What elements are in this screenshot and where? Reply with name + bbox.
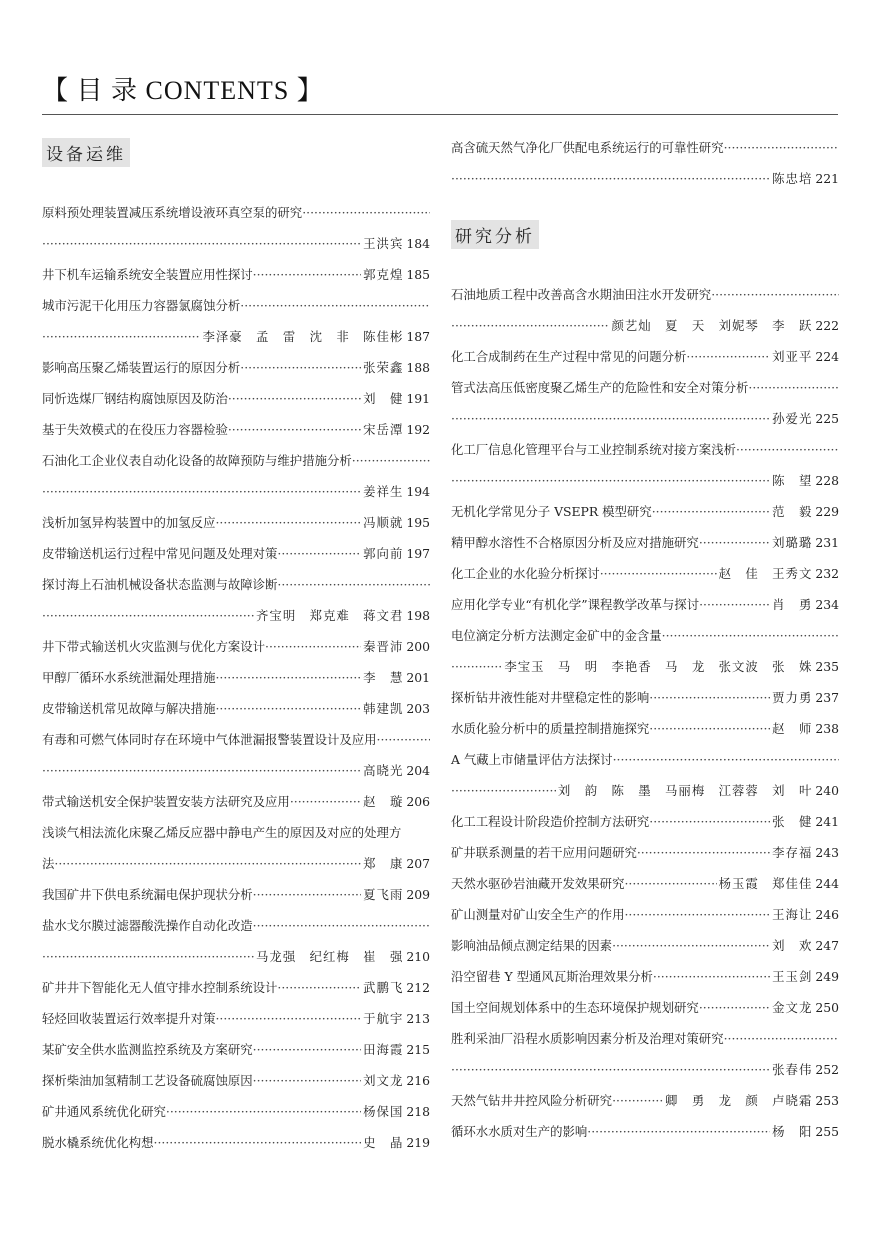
entry-title: 化工厂信息化管理平台与工业控制系统对接方案浅析 [451, 442, 736, 457]
entry-title: 矿井联系测量的若干应用问题研究 [451, 845, 637, 860]
entry-title: 化工合成制药在生产过程中常见的问题分析 [451, 349, 687, 364]
entry-title: 管式法高压低密度聚乙烯生产的危险性和安全对策分析 [451, 380, 749, 395]
entry-title: 矿井通风系统优化研究 [42, 1104, 166, 1119]
entry-author: 田海霞 [363, 1042, 404, 1057]
entry-page: 184 [406, 236, 430, 251]
leader-dots [42, 476, 361, 507]
toc-entry[interactable] [42, 383, 430, 414]
entry-title: 天然气钻井井控风险分析研究 [451, 1093, 613, 1108]
toc-entry-title-line[interactable] [451, 372, 839, 403]
toc-entry[interactable] [42, 414, 430, 445]
toc-entry-author-line [451, 310, 839, 341]
section-spacer [42, 171, 430, 197]
toc-entry-title-line[interactable] [42, 290, 430, 321]
toc-entry-author-line [42, 941, 430, 972]
leader-dots [290, 786, 361, 817]
entry-author: 张 健 [772, 814, 813, 829]
leader-dots [253, 910, 430, 941]
leader-dots [748, 372, 839, 403]
right-column [451, 132, 839, 1147]
leader-dots [612, 930, 770, 961]
toc-entry-author-line [451, 403, 839, 434]
entry-page: 185 [406, 267, 430, 282]
entry-title: 甲醇厂循环水系统泄漏处理措施 [42, 670, 216, 685]
entry-title: 井下带式输送机火灾监测与优化方案设计 [42, 639, 266, 654]
entry-author: 赵 璇 [363, 794, 404, 809]
toc-entry-author-line [451, 1054, 839, 1085]
leader-dots [240, 290, 430, 321]
toc-entry[interactable] [42, 1034, 430, 1065]
entry-title: 探析柴油加氢精制工艺设备硫腐蚀原因 [42, 1073, 253, 1088]
entry-title: 电位滴定分析方法测定金矿中的金含量 [451, 628, 662, 643]
entry-page: 249 [815, 969, 839, 984]
leader-dots [215, 1003, 361, 1034]
toc-entry[interactable] [42, 1127, 430, 1158]
entry-author: 范 毅 [772, 504, 813, 519]
entry-page: 244 [815, 876, 839, 891]
toc-entry-title-line[interactable] [451, 279, 839, 310]
leader-dots [215, 662, 361, 693]
leader-dots [587, 1116, 770, 1147]
leader-dots [624, 868, 716, 899]
leader-dots [711, 279, 839, 310]
toc-entry-author-line [42, 228, 430, 259]
leader-dots [253, 1065, 362, 1096]
leader-dots [649, 682, 770, 713]
entry-title-continued: 法 [42, 856, 55, 871]
entry-page: 237 [815, 690, 839, 705]
leader-dots [686, 341, 770, 372]
toc-entry[interactable] [451, 589, 839, 620]
entry-page: 222 [815, 318, 839, 333]
entry-title: 同忻选煤厂钢结构腐蚀原因及防治 [42, 391, 228, 406]
leader-dots [42, 941, 254, 972]
toc-entry[interactable] [42, 631, 430, 662]
contents-header: 【 目 录 CONTENTS 】 [42, 76, 324, 105]
toc-entry[interactable] [451, 992, 839, 1023]
entry-page: 207 [406, 856, 430, 871]
entry-title: 带式输送机安全保护装置安装方法研究及应用 [42, 794, 290, 809]
entry-author: 刘亚平 [772, 349, 813, 364]
entry-title: 浅谈气相法流化床聚乙烯反应器中静电产生的原因及对应的处理方 [42, 825, 402, 840]
toc-entry[interactable] [42, 538, 430, 569]
toc-entry[interactable] [42, 507, 430, 538]
entry-author: 李泽豪 孟 雷 沈 非 陈佳彬 [202, 329, 404, 344]
entry-author: 姜祥生 [363, 484, 404, 499]
toc-entry-author-line [42, 848, 430, 879]
leader-dots [653, 961, 770, 992]
entry-title: 有毒和可燃气体同时存在环境中气体泄漏报警装置设计及应用 [42, 732, 377, 747]
entry-page: 206 [406, 794, 430, 809]
entry-author: 杨 阳 [772, 1124, 813, 1139]
toc-entry[interactable] [451, 868, 839, 899]
leader-dots [42, 228, 361, 259]
entry-title: 浅析加氢异构装置中的加氢反应 [42, 515, 216, 530]
leader-dots [613, 744, 839, 775]
entry-title: 无机化学常见分子 VSEPR 模型研究 [451, 504, 652, 519]
entry-page: 241 [815, 814, 839, 829]
entry-page: 252 [815, 1062, 839, 1077]
toc-entry[interactable] [42, 1096, 430, 1127]
leader-dots [215, 693, 361, 724]
leader-dots [240, 352, 361, 383]
entry-author: 刘 欢 [772, 938, 813, 953]
entry-title: 精甲醇水溶性不合格原因分析及应对措施研究 [451, 535, 699, 550]
entry-author: 夏飞雨 [363, 887, 404, 902]
toc-entry[interactable] [451, 961, 839, 992]
entry-page: 216 [406, 1073, 430, 1088]
leader-dots [649, 806, 770, 837]
entry-author: 卿 勇 龙 颜 卢晓霜 [665, 1093, 813, 1108]
entry-title: 天然水驱砂岩油藏开发效果研究 [451, 876, 625, 891]
entry-author: 张春伟 [772, 1062, 813, 1077]
entry-page: 235 [815, 659, 839, 674]
leader-dots [736, 434, 839, 465]
entry-title: 影响高压聚乙烯装置运行的原因分析 [42, 360, 241, 375]
leader-dots [42, 755, 361, 786]
entry-author: 冯顺就 [363, 515, 404, 530]
entry-page: 231 [815, 535, 839, 550]
entry-title: 循环水水质对生产的影响 [451, 1124, 588, 1139]
leader-dots [277, 538, 361, 569]
leader-dots [253, 879, 362, 910]
toc-entry[interactable] [42, 1065, 430, 1096]
toc-entry[interactable] [42, 352, 430, 383]
leader-dots [228, 383, 361, 414]
toc-entry-author-line [451, 163, 839, 194]
leader-dots [451, 163, 770, 194]
leader-dots [54, 848, 361, 879]
entry-title: 轻烃回收装置运行效率提升对策 [42, 1011, 216, 1026]
entry-title: 城市污泥干化用压力容器氯腐蚀分析 [42, 298, 241, 313]
entry-page: 228 [815, 473, 839, 488]
leader-dots [42, 321, 200, 352]
toc-entry[interactable] [451, 682, 839, 713]
entry-author: 刘 韵 陈 墨 马丽梅 江蓉蓉 刘 叶 [557, 783, 813, 798]
leader-dots [42, 600, 254, 631]
entry-page: 192 [406, 422, 430, 437]
toc-entry-author-line [451, 775, 839, 806]
entry-page: 210 [406, 949, 430, 964]
entry-author: 郑 康 [363, 856, 404, 871]
leader-dots [451, 465, 770, 496]
entry-page: 225 [815, 411, 839, 426]
entry-author: 李宝玉 马 明 李艳香 马 龙 张文波 张 姝 [504, 659, 813, 674]
leader-dots [154, 1127, 362, 1158]
entry-author: 赵 佳 王秀文 [718, 566, 813, 581]
entry-title: 胜利采油厂沿程水质影响因素分析及治理对策研究 [451, 1031, 724, 1046]
entry-title: 矿山测量对矿山安全生产的作用 [451, 907, 625, 922]
entry-author: 王玉剑 [772, 969, 813, 984]
entry-page: 240 [815, 783, 839, 798]
entry-page: 246 [815, 907, 839, 922]
entry-author: 颜艺灿 夏 天 刘妮琴 李 跃 [611, 318, 813, 333]
entry-author: 于航宇 [363, 1011, 404, 1026]
entry-author: 韩建凯 [363, 701, 404, 716]
entry-page: 247 [815, 938, 839, 953]
leader-dots [612, 1085, 663, 1116]
toc-entry[interactable] [451, 837, 839, 868]
entry-title: A 气藏上市储量评估方法探讨 [451, 752, 613, 767]
entry-page: 234 [815, 597, 839, 612]
leader-dots [253, 1034, 362, 1065]
toc-entry[interactable] [451, 527, 839, 558]
leader-dots [662, 620, 839, 651]
toc-entry-title-line[interactable] [451, 1023, 839, 1054]
toc-entry[interactable] [451, 930, 839, 961]
entry-page: 243 [815, 845, 839, 860]
entry-author: 刘 健 [363, 391, 404, 406]
toc-entry[interactable] [42, 786, 430, 817]
leader-dots [637, 837, 770, 868]
leader-dots [451, 775, 556, 806]
toc-entry[interactable] [42, 972, 430, 1003]
entry-author: 李存福 [772, 845, 813, 860]
leader-dots [724, 1023, 839, 1054]
entry-author: 宋岳潭 [363, 422, 404, 437]
entry-title: 盐水戈尔膜过滤器酸洗操作自动化改造 [42, 918, 253, 933]
entry-title: 石油化工企业仪表自动化设备的故障预防与维护措施分析 [42, 453, 352, 468]
leader-dots [451, 403, 770, 434]
entry-title: 皮带输送机常见故障与解决措施 [42, 701, 216, 716]
leader-dots [451, 1054, 770, 1085]
entry-title: 矿井井下智能化无人值守排水控制系统设计 [42, 980, 278, 995]
leader-dots [649, 713, 770, 744]
entry-page: 197 [406, 546, 430, 561]
toc-entry-author-line [451, 651, 839, 682]
leader-dots [377, 724, 430, 755]
toc-entry-title-line[interactable] [42, 445, 430, 476]
toc-entry-title-line[interactable] [42, 817, 430, 848]
entry-author: 肖 勇 [772, 597, 813, 612]
entry-author: 秦晋沛 [363, 639, 404, 654]
entry-page: 201 [406, 670, 430, 685]
entry-page: 250 [815, 1000, 839, 1015]
entry-author: 金文龙 [772, 1000, 813, 1015]
entry-page: 212 [406, 980, 430, 995]
entry-page: 229 [815, 504, 839, 519]
leader-dots [724, 132, 839, 163]
entry-page: 238 [815, 721, 839, 736]
entry-title: 化工企业的水化验分析探讨 [451, 566, 600, 581]
toc-entry-author-line [42, 476, 430, 507]
entry-author: 王海让 [772, 907, 813, 922]
entry-page: 221 [815, 171, 839, 186]
toc-entry-author-line [451, 465, 839, 496]
toc-entry-title-line[interactable] [42, 569, 430, 600]
entry-page: 203 [406, 701, 430, 716]
entry-page: 218 [406, 1104, 430, 1119]
entry-page: 215 [406, 1042, 430, 1057]
entry-title: 探析钻井液性能对井壁稳定性的影响 [451, 690, 650, 705]
toc-entry[interactable] [42, 879, 430, 910]
leader-dots [352, 445, 430, 476]
entry-title: 皮带输送机运行过程中常见问题及处理对策 [42, 546, 278, 561]
leader-dots [302, 197, 430, 228]
entry-title: 井下机车运输系统安全装置应用性探讨 [42, 267, 253, 282]
entry-page: 194 [406, 484, 430, 499]
entry-title: 沿空留巷 Y 型通风瓦斯治理效果分析 [451, 969, 653, 984]
entry-title: 基于失效模式的在役压力容器检验 [42, 422, 228, 437]
entry-author: 郭克煌 [363, 267, 404, 282]
leader-dots [699, 992, 770, 1023]
toc-entry[interactable] [42, 1003, 430, 1034]
entry-page: 198 [406, 608, 430, 623]
toc-entry-author-line [42, 321, 430, 352]
toc-entry[interactable] [451, 558, 839, 589]
leader-dots [451, 310, 609, 341]
entry-page: 224 [815, 349, 839, 364]
toc-entry-author-line [42, 755, 430, 786]
toc-entry[interactable] [451, 806, 839, 837]
entry-title: 探讨海上石油机械设备状态监测与故障诊断 [42, 577, 278, 592]
entry-author: 杨保国 [363, 1104, 404, 1119]
toc-entry[interactable] [451, 713, 839, 744]
toc-entry[interactable] [42, 693, 430, 724]
leader-dots [277, 569, 430, 600]
leader-dots [253, 259, 362, 290]
entry-title: 化工工程设计阶段造价控制方法研究 [451, 814, 650, 829]
entry-page: 255 [815, 1124, 839, 1139]
entry-author: 刘文龙 [363, 1073, 404, 1088]
entry-title: 水质化验分析中的质量控制措施探究 [451, 721, 650, 736]
leader-dots [699, 589, 770, 620]
leader-dots [228, 414, 361, 445]
entry-page: 188 [406, 360, 430, 375]
entry-title: 应用化学专业“有机化学”课程教学改革与探讨 [451, 597, 700, 612]
section-title-research: 研究分析 [451, 220, 539, 249]
entry-author: 孙爱光 [772, 411, 813, 426]
toc-entry[interactable] [451, 1085, 839, 1116]
toc-entry[interactable] [451, 1116, 839, 1147]
leader-dots [166, 1096, 361, 1127]
entry-title: 脱水橇系统优化构想 [42, 1135, 154, 1150]
toc-entry-title-line[interactable] [42, 910, 430, 941]
entry-author: 齐宝明 郑克难 蒋文君 [256, 608, 404, 623]
entry-page: 200 [406, 639, 430, 654]
section-spacer [451, 253, 839, 279]
entry-page: 204 [406, 763, 430, 778]
entry-author: 李 慧 [363, 670, 404, 685]
entry-title: 原料预处理装置减压系统增设液环真空泵的研究 [42, 205, 303, 220]
leader-dots [277, 972, 361, 1003]
entry-author: 马龙强 纪红梅 崔 强 [256, 949, 404, 964]
entry-author: 武鹏飞 [363, 980, 404, 995]
entry-author: 张荣鑫 [363, 360, 404, 375]
entry-page: 213 [406, 1011, 430, 1026]
toc-entry[interactable] [42, 259, 430, 290]
toc-entry-title-line[interactable] [451, 132, 839, 163]
toc-entry[interactable] [451, 899, 839, 930]
entry-title: 石油地质工程中改善高含水期油田注水开发研究 [451, 287, 712, 302]
left-column [42, 132, 430, 1158]
toc-entry[interactable] [451, 496, 839, 527]
entry-author: 刘璐璐 [772, 535, 813, 550]
entry-author: 贾力勇 [772, 690, 813, 705]
toc-entry-title-line[interactable] [451, 620, 839, 651]
entry-author: 赵 师 [772, 721, 813, 736]
entry-page: 219 [406, 1135, 430, 1150]
section-title-equipment: 设备运维 [42, 138, 130, 167]
entry-page: 187 [406, 329, 430, 344]
entry-author: 陈 望 [772, 473, 813, 488]
toc-entry-title-line[interactable] [451, 434, 839, 465]
entry-author: 王洪宾 [363, 236, 404, 251]
toc-entry-title-line[interactable] [451, 744, 839, 775]
entry-page: 232 [815, 566, 839, 581]
toc-entry-title-line[interactable] [42, 197, 430, 228]
entry-author: 郭向前 [363, 546, 404, 561]
entry-author: 杨玉霞 郑佳佳 [718, 876, 813, 891]
entry-page: 253 [815, 1093, 839, 1108]
leader-dots [265, 631, 361, 662]
leader-dots [624, 899, 770, 930]
leader-dots [600, 558, 717, 589]
entry-title: 高含硫天然气净化厂供配电系统运行的可靠性研究 [451, 140, 724, 155]
toc-entry[interactable] [451, 341, 839, 372]
entry-title: 国土空间规划体系中的生态环境保护规划研究 [451, 1000, 699, 1015]
entry-page: 191 [406, 391, 430, 406]
entry-title: 影响油品倾点测定结果的因素 [451, 938, 613, 953]
leader-dots [451, 651, 502, 682]
entry-title: 我国矿井下供电系统漏电保护现状分析 [42, 887, 253, 902]
entry-author: 陈忠培 [772, 171, 813, 186]
section-spacer [451, 194, 839, 214]
leader-dots [652, 496, 770, 527]
toc-entry-author-line [42, 600, 430, 631]
entry-author: 史 晶 [363, 1135, 404, 1150]
entry-page: 195 [406, 515, 430, 530]
entry-title: 某矿安全供水监测监控系统及方案研究 [42, 1042, 253, 1057]
entry-author: 高晓光 [363, 763, 404, 778]
toc-entry-title-line[interactable] [42, 724, 430, 755]
entry-page: 209 [406, 887, 430, 902]
toc-entry[interactable] [42, 662, 430, 693]
leader-dots [215, 507, 361, 538]
leader-dots [699, 527, 770, 558]
header-divider [42, 114, 838, 115]
